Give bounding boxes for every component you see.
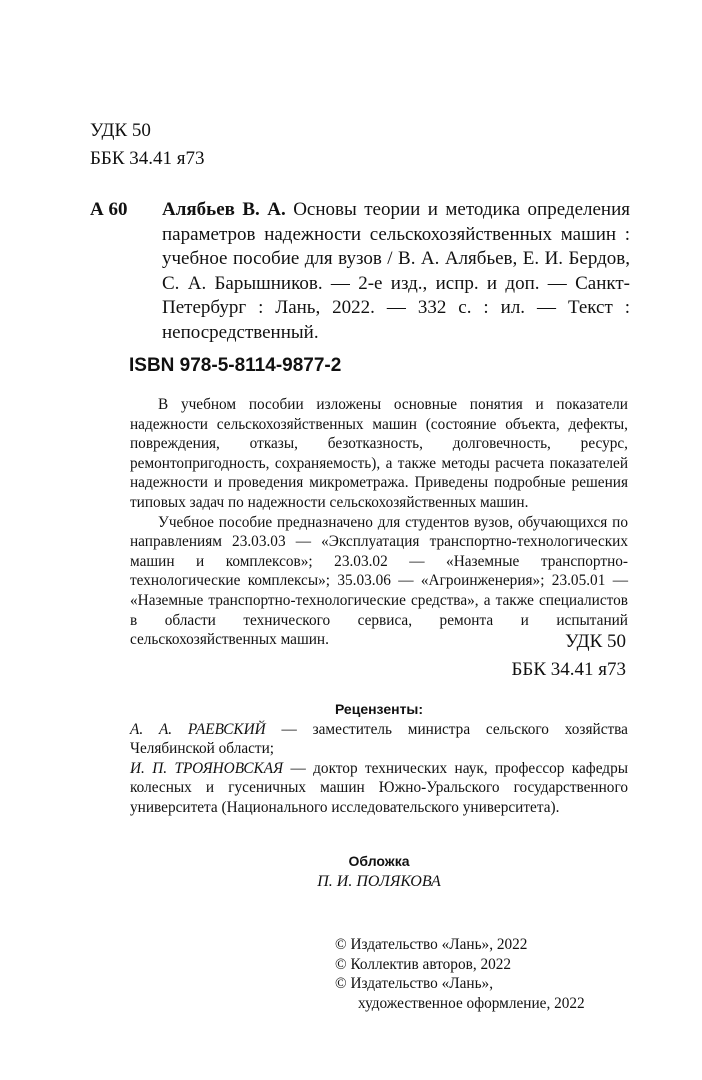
bibliographic-entry xyxy=(90,198,630,346)
isbn: ISBN 978-5-8114-9877-2 xyxy=(129,355,342,376)
entry-author: Алябьев В. А. xyxy=(162,199,286,220)
reviewers-heading: Рецензенты: xyxy=(334,701,424,717)
bbk-code-bottom: ББК 34.41 я73 xyxy=(511,659,626,680)
udk-block-top xyxy=(90,117,204,173)
copyright-block xyxy=(335,935,585,1013)
copyright-line-2: © Коллектив авторов, 2022 xyxy=(335,955,512,973)
reviewer-1-name: А. А. РАЕВСКИЙ xyxy=(130,720,266,738)
annotation-paragraph-2: Учебное пособие предназначено для студентов вузов, обучающихся по направлениям 23.03.03 — «Эксплуатация транспортно-технологических машин и комплексов»; 23.03.02 — «Наземные транспортно-технологические комплексы»; 35.03.06 — «Агроинженерия»; 23.05.01 — «Наземные транспортно-технологические средства», а также специалистов в области технического сервиса, ремонта и испытаний сельскохозяйственных машин. xyxy=(130,513,628,649)
annotation xyxy=(130,395,628,650)
reviewers-block xyxy=(130,700,628,818)
udk-code: УДК 50 xyxy=(90,120,151,141)
reviewer-2 xyxy=(130,759,628,818)
cover-credit xyxy=(130,852,628,891)
bbk-code: ББК 34.41 я73 xyxy=(90,148,205,169)
udk-block-bottom xyxy=(512,628,626,684)
copyright-line-1: © Издательство «Лань», 2022 xyxy=(335,936,528,953)
copyright-line-3: © Издательство «Лань», xyxy=(335,975,494,993)
entry-description: Основы теории и методика определения параметров надежности сельскохозяйственных машин : учебное пособие для вузов / В. А. Алябьев, Е. И. Бердов, С. А. Барышников. — 2-е изд., испр. и доп. — Санкт-Петербург : Лань, 2022. — 332 с. : ил. — Текст : непосредственный. xyxy=(162,199,630,343)
copyright-line-3-continuation: художественное оформление, 2022 xyxy=(358,994,585,1012)
cover-designer: П. И. ПОЛЯКОВА xyxy=(317,872,441,890)
reviewer-1-text: — заместитель министра сельского хозяйства Челябинской области; xyxy=(130,720,628,758)
author-sign: А 60 xyxy=(90,199,128,220)
cover-heading: Обложка xyxy=(348,853,410,869)
reviewer-2-name: И. П. ТРОЯНОВСКАЯ xyxy=(130,759,284,777)
bibliographic-description xyxy=(162,198,630,346)
reviewer-1 xyxy=(130,720,628,759)
udk-code-bottom: УДК 50 xyxy=(565,631,626,652)
reviewer-2-text: — доктор технических наук, профессор кафедры колесных и гусеничных машин Южно-Уральского государственного университета (Национального исследовательского университета). xyxy=(130,759,628,816)
annotation-paragraph-1: В учебном пособии изложены основные понятия и показатели надежности сельскохозяйственных машин (состояние объекта, дефекты, повреждения, отказы, безотказность, долговечность, ресурс, ремонтопригодность, сохраняемость), а также методы расчета показателей надежности и проведения микрометража. Приведены подробные решения типовых задач по надежности сельскохозяйственных машин. xyxy=(130,396,628,511)
